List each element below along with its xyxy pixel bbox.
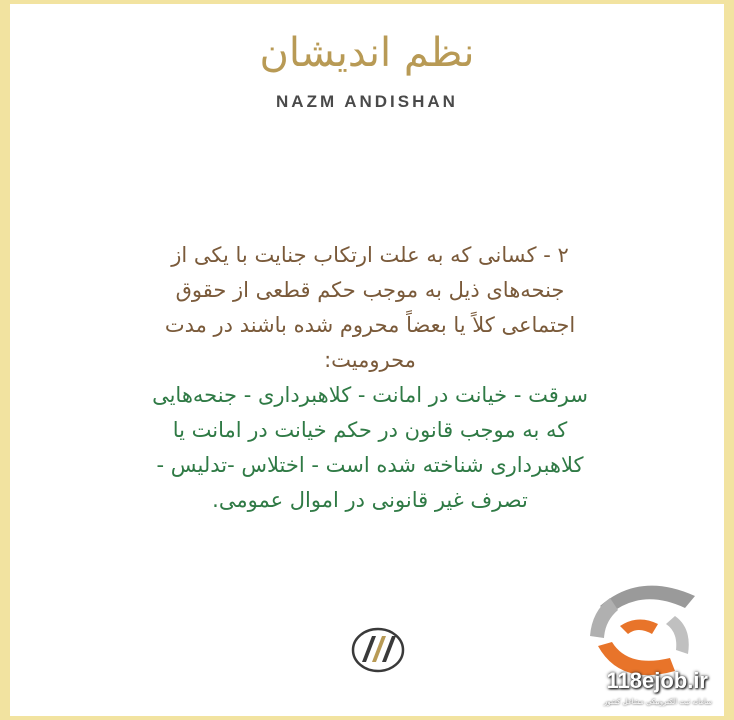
watermark-subtitle: سامانه ثبت الکترونیکی مشاغل کشور bbox=[603, 698, 712, 706]
nazm-andishan-emblem-icon bbox=[350, 626, 406, 674]
logo-persian-text: نظم اندیشان bbox=[259, 30, 475, 76]
watermark-site-text: 118ejob.ir bbox=[606, 668, 708, 693]
body-line-4: محرومیت: bbox=[324, 348, 416, 372]
body-line-3: اجتماعی کلاً یا بعضاً محروم شده باشند در مدت bbox=[164, 313, 576, 337]
body-line-8: تصرف غیر قانونی در اموال عمومی. bbox=[212, 488, 528, 512]
article-body bbox=[90, 238, 650, 518]
body-line-2: جنحه‌های ذیل به موجب حکم قطعی از حقوق bbox=[175, 278, 565, 302]
body-line-6: که به موجب قانون در حکم خیانت در امانت یا bbox=[172, 418, 568, 442]
body-line-5: سرقت - خیانت در امانت - کلاهبرداری - جنحه‌هایی bbox=[152, 383, 588, 407]
logo-english-text: NAZM ANDISHAN bbox=[276, 92, 458, 111]
body-line-7: کلاهبرداری شناخته شده است - اختلاس -تدلیس - bbox=[156, 453, 584, 477]
body-line-1: ۲ - کسانی که به علت ارتکاب جنایت با یکی از bbox=[171, 243, 569, 267]
